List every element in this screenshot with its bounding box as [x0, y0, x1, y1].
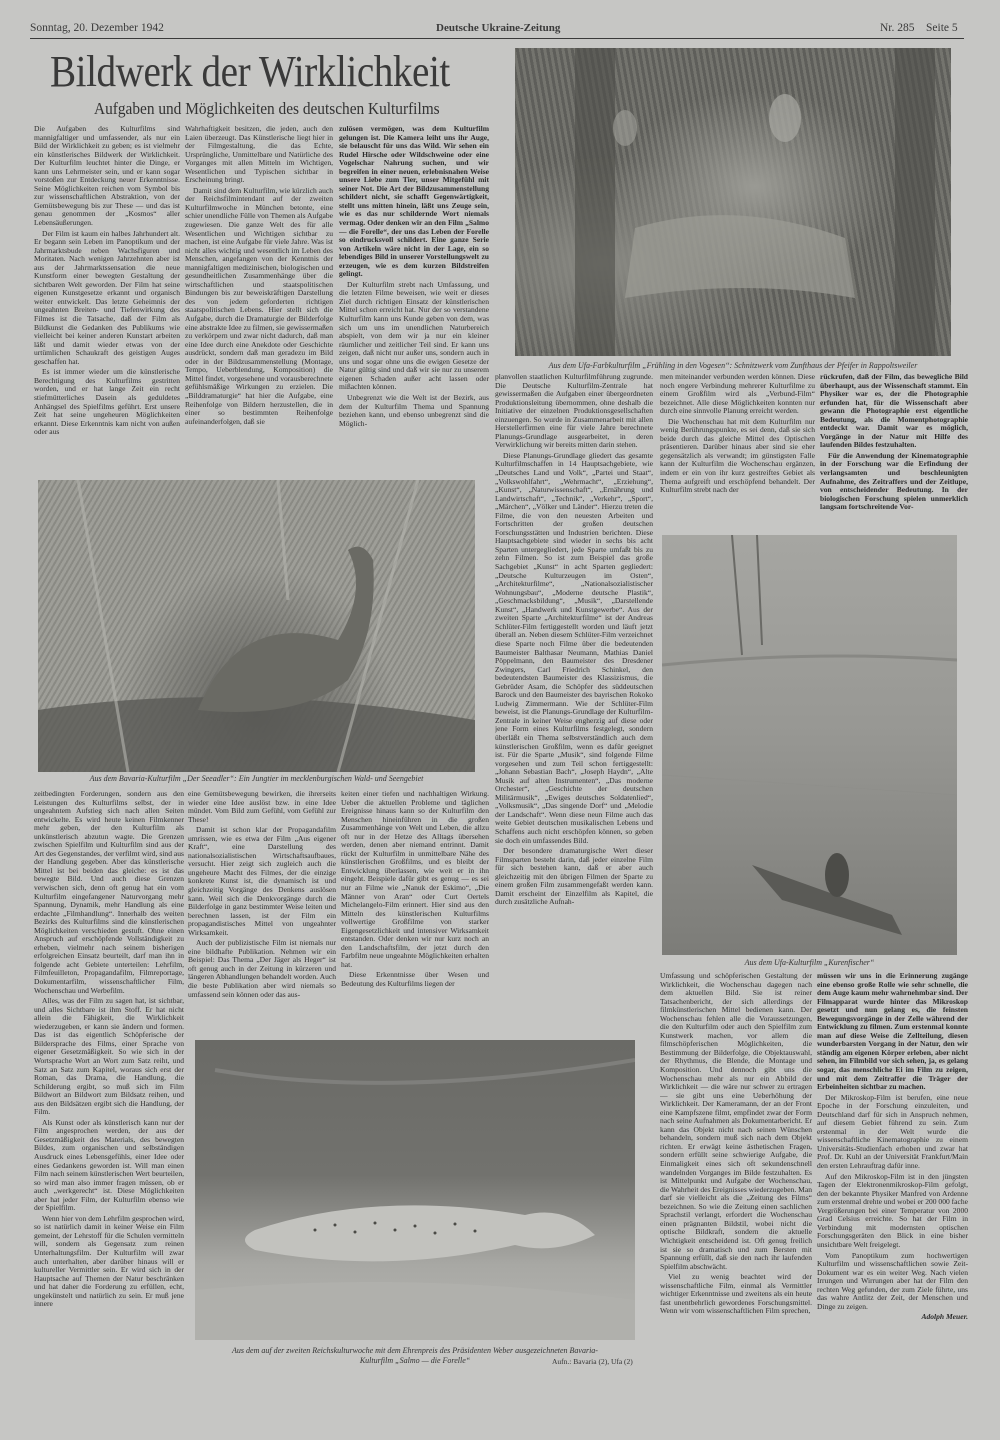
issue-date: Sonntag, 20. Dezember 1942 — [30, 22, 164, 34]
paragraph: planvollen staatlichen Kulturfilmführung zugrunde. Die Deutsche Kulturfilm-Zentrale hat gewissermaßen die Aufgaben einer übergeordneten Produktionsleitung übernommen, ohne deshalb die Initiative der einzelnen Produktionsgesellschaften einzuengen. So wurde in Zusammenarbeit mit allen Herstellerfirmen eine für viele Jahre berechnete Planungs-Grundlage ausgearbeitet, in deren Verwirklichung wir bereits mitten darin stehen. — [495, 373, 653, 450]
paragraph: keiten einer tiefen und nachhaltigen Wirkung. Ueber die aktuellen Probleme und täglichen Ereignisse hinaus kann so der Kulturfilm den Menschen hineinführen in die großen Zusammenhänge von Welt und Leben, die allzu oft nur in der Hetze des Alltags übersehen werden, denen aber niemand entrinnt. Damit rückt der Kulturfilm in unmittelbare Nähe des künstlerischen Großfilms, und es bleibt der Entwicklung überlassen, wie weit er in ihn eingeht. Beispiele dafür gibt es genug — es sei nur an Filme wie „Nanuk der Eskimo“, „Die Männer von Aran“ oder Curt Oertels Michelangelo-Film erinnert. Hier sind aus den Mitteln des künstlerischen Kulturfilms vollwertige Großfilme von starker Eigengesetzlichkeit und intensiver Wirksamkeit entstanden. Oder denken wir nur kurz noch an den Landschaftsfilm, der jetzt durch den Farbfilm neue ungeahnte Möglichkeiten erhalten hat. — [341, 790, 489, 969]
photo-credit: Aufn.: Bavaria (2), Ufa (2) — [552, 1357, 633, 1366]
photo-eagle — [38, 480, 475, 772]
paragraph: Als Kunst oder als künstlerisch kann nur der Film angesprochen werden, der aus der Gesetzmäßigkeit des Materials, des bewegten Bildes, zum organischen und selbständigen Ausdruck eines Lebensgefühls, einer Idee oder eines Gedankens geworden ist. Will man einen Film nach seinem künstlerischen Wert beurteilen, so wird man also immer fragen müssen, ob er auch „werkgerecht“ ist. Diese Möglichkeiten aber hat jeder Film, der Kulturfilm ebenso wie der Spielfilm. — [34, 1117, 184, 1213]
author-name: Adolph Meuer. — [921, 1312, 968, 1322]
caption-fisher: Aus dem Ufa-Kulturfilm „Kurenfischer“ — [744, 958, 875, 967]
column-6-top — [820, 373, 968, 533]
paragraph: Damit ist schon klar der Propagandafilm umrissen, wie es etwa der Film „Aus eigener Kraft“, eine Darstellung des nationalsozialistischen Wirtschaftsaufbaues, versucht. Hier zeigt sich zugleich auch die ungeheure Macht des Filmes, der die einzige konkrete Kunst ist, die dynamisch ist und gleichzeitig Vorgänge des Denkens auslösen kann. Weil sich die Denkvorgänge durch die Bilderfolge in ganz bestimmter Weise leiten und berechnen lassen, ist der Film ein propagandistisches Mittel von ungeahnter Wirksamkeit. — [188, 825, 336, 937]
column-1-top — [34, 125, 180, 485]
caption-carving: Aus dem Ufa-Farbkulturfilm „Frühling in den Vogesen“: Schnitzwerk vom Zunfthaus der Pfeifer in Rappoltsweiler — [548, 361, 918, 370]
column-6-bottom — [817, 972, 968, 1382]
paragraph: Der Film ist kaum ein halbes Jahrhundert alt. Er begann sein Leben im Panoptikum und der Jahrmarktsbude neben Wachsfiguren und Moritaten. Nach wenigen Jahrzehnten aber ist aus der Jahrmarktssensation die neue Kunstform einer bewegten Gestaltung der sichtbaren Welt geworden. Der Film hat seine eigenen Kunstgesetze erkannt und organisch weiter entwickelt. Das letzte Geheimnis der ungeahnten Breiten- und Tiefenwirkung des Filmes ist die Tatsache, daß der Film als Bildkunst die Gedanken des Publikums wie vielleicht bei keiner anderen Kunstart arbeiten läßt und damit wieder etwas von der urtümlichen Schaukraft des geistigen Auges geschaffen hat. — [34, 228, 180, 366]
trout-illustration — [195, 1040, 635, 1340]
paragraph: Alles, was der Film zu sagen hat, ist sichtbar, und alles Sichtbare ist ihm Stoff. Er hat nicht allein die Fähigkeit, die Wirklichkeit wiederzugeben, er kann sie ändern und formen. Das ist das eigentlich Schöpferische der Bildersprache des Films, einer Sprache von eigener Gesetzmäßigkeit. So wie sich in der Wortsprache Wort an Wort zum Satz reiht, und Satz an Satz zum Kapitel, woraus sich erst der Roman, das Drama, die Handlung, die Schilderung ergibt, so muß sich im Film Bildwort an Bildwort zum Bildsatz reihen, und aus den Bildsätzen ergibt sich die Handlung, der Film. — [34, 996, 184, 1117]
paragraph: Für die Anwendung der Kinematographie in der Forschung war die Erfindung der verlangsamten und beschleunigten Aufnahme, des Zeitraffers und der Zeitlupe, von entscheidender Bedeutung. In der biologischen Forschung spielen unmerklich langsam fortschreitende Vor- — [820, 450, 968, 512]
page-number: Seite 5 — [926, 22, 958, 34]
caption-trout-line1: Aus dem auf der zweiten Reichskulturwoche mit dem Ehrenpreis des Präsidenten Weber ausgezeichneten Bavaria- — [232, 1346, 598, 1355]
paragraph: Unbegrenzt wie die Welt ist der Bezirk, aus dem der Kulturfilm Thema und Spannung beziehen kann, und ebenso unbegrenzt sind die Möglich- — [339, 392, 489, 428]
paragraph: Wenn hier von dem Lehrfilm gesprochen wird, so ist natürlich damit in keiner Weise ein Film gemeint, der Lehrstoff für die Schulen vermitteln will, sondern als Gegensatz zum reinen Unterhaltungsfilm. Der Kulturfilm will zwar auch unterhalten, aber darüber hinaus will er kultureller Vermittler sein. Er wird sich in der Hauptsache auf Themen der Natur beschränken und hat daher die Forderung zu erfüllen, echt, ungekünstelt und natürlich zu sein. Er muß jene innere — [34, 1213, 184, 1309]
column-5-top — [660, 373, 815, 533]
paragraph: Umfassung und schöpferischen Gestaltung der Wirklichkeit, die Wochenschau dagegen nach dem aktuellen Bild. Sie ist reiner Tatsachenbericht, der sich allerdings der filmkünstlerischen Mittel bedienen kann. Der Wochenschau fehlen alle die Voraussetzungen, die den Kulturfilm oder auch den Spielfilm zum Kunstwerk machen, vor allem die filmschöpferischen Möglichkeiten, die Bestimmung der Bilderfolge, die Objektauswahl, der Rhythmus, die Blende, die Montage und Komposition. Und dennoch gibt uns die Wochenschau mehr als nur ein Abbild der Wirklichkeit — die wäre nur schwer zu ertragen — sie gibt uns eine Ueberhöhung der Wirklichkeit. Der Kameramann, der an der Front eine Kampfszene filmt, empfindet zwar der Form nach seine Aufnahmen als Dokumentarbericht. Er kann das Objekt nicht nach seinen Wünschen behandeln, sondern muß sich nach dem Objekt richten. Er erwägt keine ästhetischen Fragen, sondern erfüllt seine schwierige Aufgabe, die Einmaligkeit eines sich oft sekundenschnell wandelnden Vorganges im Bilde festzuhalten. Es ist Mittelpunkt und Aufgabe der Wochenschau, die Wahrheit des Ereignisses wiederzugeben. Man darf sie vielleicht als die „Zeitung des Films“ bezeichnen. So wie die Zeitung einen sachlichen Sprachstil verlangt, erfordert die Wochenschau einen prägnanten Bildstil, wobei nicht die optische Bildkraft, sondern die aktuelle Wichtigkeit entscheidend ist. Oft genug freilich ist sie so dramatisch und zum Bersten mit Spannung erfüllt, daß sie den nach ihr laufenden Spielfilm abschwächt. — [660, 972, 812, 1271]
newspaper-name: Deutsche Ukraine-Zeitung — [436, 22, 561, 34]
paragraph: Der Kulturfilm strebt nach Umfassung, und die letzten Filme beweisen, wie weit er dieses Ziel durch richtigen Einsatz der künstlerischen Mittel schon erreicht hat. Nur der so verstandene Kulturfilm kann uns Kunde geben von dem, was sich um uns im unendlichen Naturbereich abspielt, von dem wir ja nur ein kleiner räumlicher und zeitlicher Teil sind. Er kann uns zeigen, daß nicht nur außer uns, sondern auch in uns und sogar ohne uns die ewigen Gesetze der Natur gültig sind und daß wir sie nur zu unserem eigenen Schaden außer acht lassen oder mißachten können. — [339, 279, 489, 392]
paragraph: men miteinander verbunden werden können. Diese noch engere Verbindung mehrerer Kulturfilme zu einem Großfilm wird als „Verbund-Film“ bezeichnet. Alle diese Möglichkeiten konnten nur durch eine sinnvolle Planung erreicht werden. — [660, 373, 815, 416]
fisher-illustration — [662, 535, 957, 955]
column-2-top — [185, 125, 333, 485]
paragraph: Die Wochenschau hat mit dem Kulturfilm nur wenig Berührungspunkte, es sei denn, daß sie sich beide durch das gleiche Mittel des Optischen präsentieren. Darüber hinaus aber sind sie eher gegensätzlich als verwandt; im günstigsten Falle kann der Kulturfilm die Wochenschau ergänzen, indem er ein von ihr kurz gestreiftes Gebiet als Thema aufgreift und erschöpfend behandelt. Der Kulturfilm strebt nach der — [660, 416, 815, 495]
photo-trout — [195, 1040, 635, 1340]
carving-illustration — [515, 48, 951, 356]
column-4 — [495, 373, 653, 1023]
paragraph: Diese Erkenntnisse über Wesen und Bedeutung des Kulturfilms liegen der — [341, 970, 489, 989]
article-subtitle: Aufgaben und Möglichkeiten des deutschen Kulturfilms — [94, 99, 440, 118]
paragraph: Der besondere dramaturgische Wert dieser Filmsparten besteht darin, daß jeder einzelne Film für sich bestehen kann, daß er aber auch gleichzeitig mit den übrigen Filmen der Sparte zu einem großen Film zusammengefaßt werden kann. Damit erscheint der Einzelfilm als Kapitel, die durch zusätzliche Aufnah- — [495, 846, 653, 907]
paragraph: müssen wir uns in die Erinnerung zugänge eine ebenso große Rolle wie sehr schnelle, die dem Auge kaum mehr wahrnehmbar sind. Der Filmapparat wurde hinter das Mikroskop gesetzt und nun gelang es, die feinsten Bewegungsvorgänge in der Zelle während der Entwicklung zu filmen. Zum erstenmal konnte man auf diese Weise die Zellteilung, diesen wunderbarsten Vorgang in der Natur, den wir ständig am eigenen Körper erleben, aber nicht sehen, im Filmbild vor sich sehen, ja, es gelang sogar, das menschliche Ei im Film zu zeigen, und mit dem Zeitraffer die Träger der Erbeinheiten sichtbar zu machen. — [817, 972, 968, 1092]
paragraph: eine Gemütsbewegung bewirken, die ihrerseits wieder eine Idee auslöst bzw. in eine Idee mündet. Vom Bild zum Gefühl, vom Gefühl zur These! — [188, 790, 336, 824]
column-5-bottom — [660, 972, 812, 1382]
paragraph: Diese Planungs-Grundlage gliedert das gesamte Kulturfilmschaffen in 14 Hauptsachgebiete, wie „Deutsches Land und Volk“, „Partei und Staat“, „Volkswohlfahrt“, „Wehrmacht“, „Erziehung“, „Kunst“, „Naturwissenschaft“, „Ernährung und Landwirtschaft“, „Technik“, „Verkehr“, „Sport“, „Märchen“, „Völker und Länder“. Hierzu treten die Filme, die von den neuesten Arbeiten und Fortschritten der großen deutschen Forschungsstätten und Industrien berichten. Diese Hauptsachgebiete sind wieder in sechs bis acht Sparten untergegliedert, jede Sparte umfaßt bis zu zehn Filmen. So ist zum Beispiel das große Sachgebiet „Kunst“ in acht Sparten gegliedert: „Deutsche Kulturzeugen im Osten“, „Architekturfilme“, „Nationalsozialistischer Wohnungsbau“, „Moderne deutsche Plastik“, „Geschmacksbildung“, „Musik“, „Darstellende Kunst“, „Handwerk und Kunstgewerbe“. Aus der zweiten Sparte „Architekturfilme“ ist der Andreas Schlüter-Film fertiggestellt worden und läuft jetzt überall an. Neben diesem Schlüter-Film verzeichnet diese Sparte noch Filme über die bedeutenden Baumeister Balthasar Neumann, Mathias Daniel Pöppelmann, den Baumeister des Dresdener Zwingers, Carl Friedrich Schinkel, den bedeutendsten Baumeister des Klassizismus, die Gebrüder Asam, die Schöpfer des süddeutschen Barock und den Baumeister des bayrischen Rokoko Ludwig Zimmermann. Wie der Schlüter-Film beweist, ist die Planungs-Grundlage der Kulturfilm-Zentrale in keiner Weise engherzig auf diese oder jene Form eines Kulturfilms festgelegt, sondern überläßt ein Thema selbstverständlich auch dem künstlerischen Großfilm, wenn es dafür geeignet ist. Für die Sparte „Musik“, sind folgende Filme vorgesehen und zum Teil schon fertiggestellt: „Johann Sebastian Bach“, „Joseph Haydn“, „Alte Musik auf alten Instrumenten“, „Das moderne Orchester“, „Geschichte der deutschen Militärmusik“, „Ewiges deutsches Soldatenlied“, „Volksmusik“, „Das singende Dorf“ und „Melodie der Landschaft“. Wenn diese neun Filme auch das weite Gebiet deutschen musikalischen Lebens und Schaffens auch nicht erschöpfen können, so geben sie doch ein umfassendes Bild. — [495, 450, 653, 845]
column-1-bottom — [34, 790, 184, 1380]
paragraph: zeitbedingten Forderungen, sondern aus den Leistungen des Kulturfilms selbst, der in ungeahntem Aufstieg sich nach allen Seiten entwickelte. Es wird heute keinen Filmkenner mehr geben, der den Kulturfilm als unkünstlerisch abzutun wagte. Die Grenzen zwischen Spielfilm und Kulturfilm sind aus der Art des Gegenstandes, der verfilmt wird, sind aus der Handlung gegeben. Aber das künstlerische Mittel ist bei beiden das gleiche: es ist das bewegte Bild. Und auch diese Grenzen verwischen sich, denn oft genug hat ein vom Kulturfilm eingefangener Naturvorgang mehr Spannung, Dynamik, mehr Handlung als eine erdachte „Filmhandlung“. Innerhalb des weiten Bezirks des Kulturfilms sind die künstlerischen Möglichkeiten verschieden gestuft. Ohne einen Anspruch auf erschöpfende Vollständigkeit zu erheben, vielmehr nach seinem bisherigen erfolgreichen Einsatz beurteilt, darf man ihn in folgende acht Gebiete unterteilen: Lehrfilm, Filmfeuilleton, Propagandafilm, Filmreportage, Dokumentarfilm, wissenschaftlicher Film, Wochenschau und Werbefilm. — [34, 790, 184, 995]
paragraph: Viel zu wenig beachtet wird der wissenschaftliche Film, einmal als Vermittler wichtiger Erkenntnisse und zweitens als ein heute fast unentbehrlich gewordenes Forschungsmittel. Wenn wir vom wissenschaftlichen Film sprechen, — [660, 1272, 812, 1316]
paragraph: Die Aufgaben des Kulturfilms sind mannigfaltiger und umfassender, als nur ein Bild der Wirklichkeit zu geben; es ist vielmehr ein künstlerisches Bildwerk der Wirklichkeit. Der Kulturfilm leuchtet hinter die Dinge, er kann uns Lehrmeister sein, und er kann sogar vorstoßen zur Entdeckung neuer Erkenntnisse. Seine Möglichkeiten reichen vom Symbol bis zur wissenschaftlichen Abstraktion, von der Gemütsbewegung bis zur These — und das ist genau genommen der „Kosmos“ aller Lebensäußerungen. — [34, 125, 180, 228]
paragraph: Damit sind dem Kulturfilm, wie kürzlich auch der Reichsfilmintendant auf der zweiten Kulturfilmwoche in München betonte, eine schier unendliche Fülle von Themen als Aufgabe zugewiesen. Die ganze Welt des für alle Wesentlichen und Wichtigen sichtbar zu machen, ist eine Aufgabe für viele Jahre. Was ist nicht alles wichtig und wesentlich im Leben des Menschen, angefangen von der Kenntnis der mannigfaltigen medizinischen, biologischen und gesundheitlichen Zusammenhänge über die wirtschaftlichen und staatspolitischen Bindungen bis zur beweiskräftigen Darstellung des von jedem geforderten richtigen staatspolitischen Lebens. Hier stellt sich die Aufgabe, durch die Dramaturgie der Bilderfolge eine abstrakte Idee zu filmen, sie gewissermaßen zu verkörpern und zwar nicht dadurch, daß man eine Idee durch eine Anekdote oder Geschichte ausdrückt, sondern daß man geradezu im Bild oder in der Bildzusammenstellung (Montage, Tempo, Ueberblendung, Komposition) die Mittel findet, vorgesehene und vorausberechnete gefühlsmäßige Wirkungen zu erzielen. Die „Bilddramaturgie“ hat hier die Aufgabe, eine Reihenfolge von Bildern herzustellen, die in einer so bestimmten Reihenfolge aufeinanderfolgen, daß sie — [185, 185, 333, 426]
paragraph: Wahrhaftigkeit besitzen, die jeden, auch den Laien überzeugt. Das Künstlerische liegt hier in der Filmgestaltung, die das Echte, Ursprüngliche, Unmittelbare und Natürliche des Vorganges mit allen Mitteln im Wichtigen, Wesentlichen und Typischen sichtbar in Erscheinung bringt. — [185, 125, 333, 185]
paragraph: zulösen vermögen, was dem Kulturfilm gelungen ist. Die Kamera leiht uns ihr Auge, sie belauscht für uns das Wild. Wir sehen ein Rudel Hirsche oder Wildschweine oder eine Vogelschar Nahrung suchen, und wir begreifen in einer neuen, erlebnisnahen Weise unsere Liebe zum Tier, unser Mitgefühl mit seiner Not. Die Art der Bildzusammenstellung schildert nicht, sie schafft Gegenwärtigkeit, stellt uns mitten hinein, läßt uns Zeuge sein, wie es das nur schildernde Wort niemals vermag. Oder denken wir an den Film „Salmo — die Forelle“, der uns das Leben der Forelle so eindrucksvoll schildert. Eine ganze Serie von Artikeln wäre nicht in der Lage, ein so lebendiges Bild in unserer Vorstellungswelt zu erzeugen, wie es dem kurzen Bildstreifen gelingt. — [339, 125, 489, 279]
column-2-bottom — [188, 790, 336, 1035]
paragraph: Es ist immer wieder um die künstlerische Berechtigung des Kulturfilms gestritten worden, und er hat lange Zeit ein recht stiefmütterliches Dasein als geduldetes Anhängsel des Spielfilms geführt. Erst unsere Zeit hat seine ungeheuren Möglichkeiten erkannt. Diese Erkenntnis kam nicht von außen oder aus — [34, 367, 180, 437]
column-3-bottom — [341, 790, 489, 1035]
caption-eagle: Aus dem Bavaria-Kulturfilm „Der Seeadler“: Ein Jungtier im mecklenburgischen Wald- und Seengebiet — [89, 774, 424, 783]
photo-fisher — [662, 535, 957, 955]
paragraph: rückrufen, daß der Film, das bewegliche Bild überhaupt, aus der Wissenschaft stammt. Ein Physiker war es, der die Photographie erfunden hat, für die Wissenschaft aber gewann die Photographie erst eigentliche Bedeutung, als die Momentphotographie entdeckt war. Damit war es möglich, Vorgänge in der Natur mit Hilfe des laufenden Bildes festzuhalten. — [820, 373, 968, 450]
caption-trout-line2: Kulturfilm „Salmo — die Forelle“ — [359, 1356, 471, 1365]
column-3-top — [339, 125, 489, 485]
header-rule — [30, 38, 964, 39]
issue-number: Nr. 285 — [880, 22, 915, 34]
paragraph: Vom Panoptikum zum hochwertigen Kulturfilm und wissenschaftlichen sowie Zeit-Dokument war es ein weiter Weg. Nach vielen Irrungen und Wirrungen aber hat der Film den rechten Weg gefunden, der zum Ziele führte, uns das wahre Antlitz der Zeit, der Menschen und Dinge zu zeigen. — [817, 1250, 968, 1311]
photo-carving — [515, 48, 951, 356]
paragraph: Auf den Mikroskop-Film ist in den jüngsten Tagen der Elektronenmikroskop-Film gefolgt, den der bekannte Physiker Manfred von Ardenne zum erstenmal drehte und wobei er 200 000 fache Vergrößerungen bei einer Temperatur von 2000 Grad Celsius erreichte. So hat der Film in Verbindung mit modernsten optischen Forschungsgeräten den Blick in eine bisher unsichtbare Welt freigelegt. — [817, 1171, 968, 1249]
eagle-illustration — [38, 480, 475, 772]
article-title: Bildwerk der Wirklichkeit — [50, 47, 450, 96]
paragraph: Der Mikroskop-Film ist berufen, eine neue Epoche in der Forschung einzuleiten, und Deutschland darf für sich in Anspruch nehmen, auf diesem Gebiet führend zu sein. Zum erstenmal in der Welt wurde die wissenschaftliche Kinematographie zu einem Universitäts-Studienfach erhoben und zwar hat Prof. Dr. Kuhl an der Universität Frankfurt/Main den ersten Lehrauftrag dafür inne. — [817, 1092, 968, 1171]
paragraph: Auch der publizistische Film ist niemals nur eine bildhafte Publikation. Nehmen wir ein Beispiel: Das Thema „Der Jäger als Heger“ ist oft genug auch in der Zeitung in kürzeren und längeren Abhandlungen behandelt worden. Auch die beste Publikation aber wird niemals so umfassend sein können oder das aus- — [188, 938, 336, 999]
